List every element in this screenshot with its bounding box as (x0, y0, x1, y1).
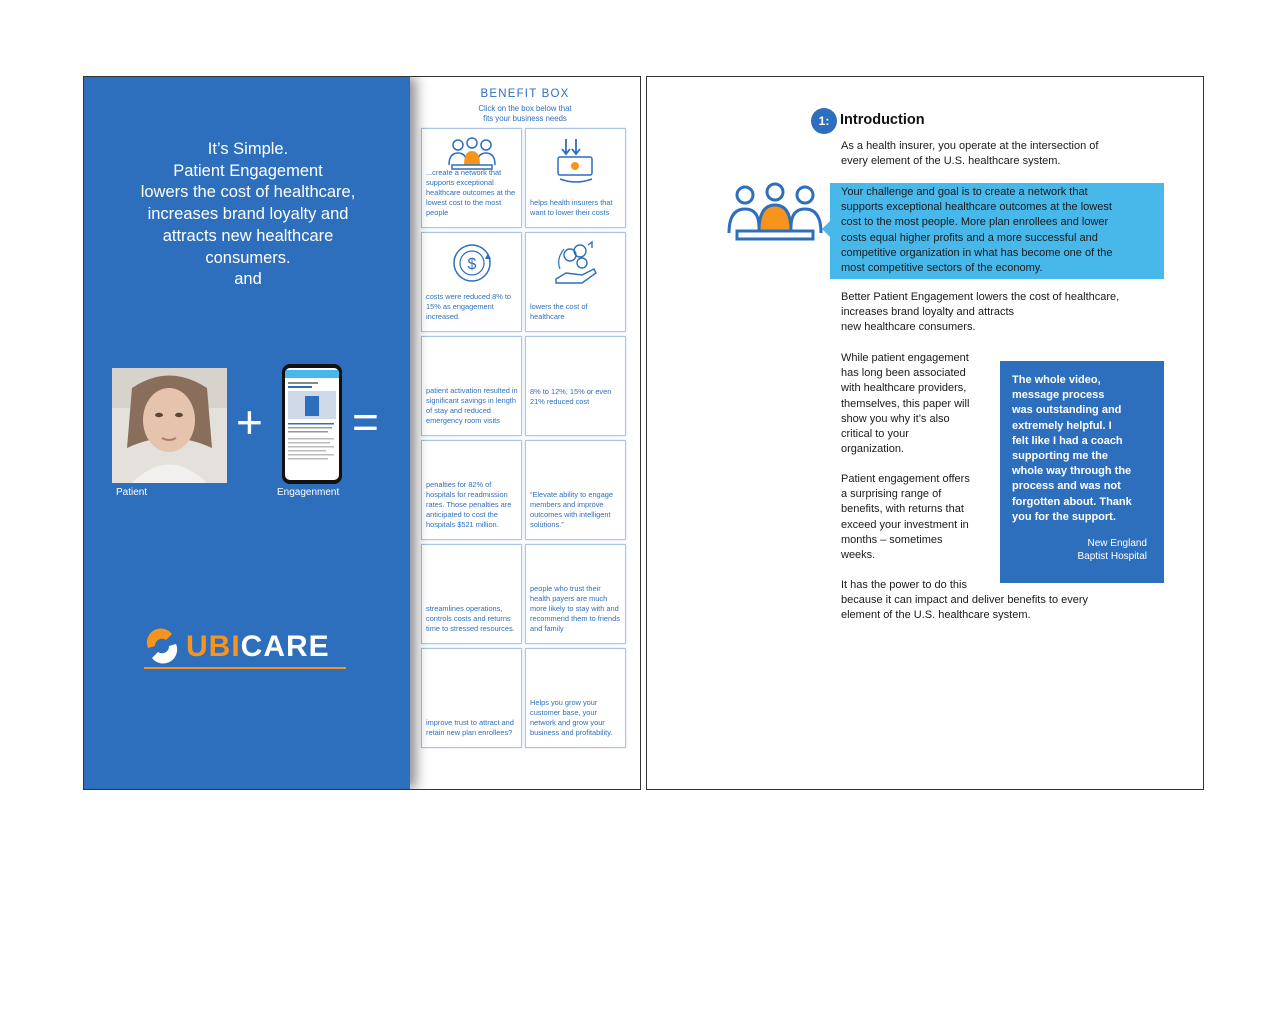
text-line: because it can impact and deliver benefits to every (841, 594, 1089, 607)
money-down-icon (548, 135, 604, 185)
text-line: forgotten about. Thank (1012, 495, 1132, 508)
benefit-box-title: BENEFIT BOX (480, 88, 570, 100)
text-line: As a health insurer, you operate at the intersection of (841, 140, 1099, 152)
section-title: Introduction (840, 112, 925, 128)
phone-mockup (282, 364, 342, 484)
challenge-text (841, 185, 1159, 276)
money-hand-icon (548, 239, 604, 289)
text-line: every element of the U.S. healthcare system. (841, 155, 1061, 168)
while-paragraph (841, 351, 969, 457)
benefit-box-8[interactable] (525, 440, 626, 540)
text-line: Better Patient Engagement lowers the cost of healthcare, (841, 291, 1120, 303)
text-line: Your challenge and goal is to create a network that (841, 186, 1088, 198)
text-line: whole way through the (1012, 465, 1132, 478)
benefit-box-1[interactable] (421, 128, 522, 228)
testimonial-attribution (1078, 537, 1147, 563)
headline (98, 139, 398, 291)
left-page (83, 76, 641, 790)
text-line: was outstanding and (1012, 404, 1122, 417)
testimonial-text (1012, 373, 1158, 525)
text-line: Baptist Hospital (1077, 551, 1147, 562)
text-line: most competitive sectors of the economy. (841, 262, 1043, 275)
text-line: themselves, this paper will (841, 397, 970, 410)
headline-line: consumers. (205, 248, 291, 267)
testimonial-quote-box (1000, 361, 1164, 583)
logo-wordmark (186, 630, 330, 664)
text-line: you for the support. (1012, 510, 1116, 523)
benefit-box-text: Helps you grow your customer base, your network and grow your business and profitability. (530, 698, 613, 737)
benefit-box-6[interactable] (525, 336, 626, 436)
text-line: weeks. (841, 549, 876, 562)
benefit-box-subtitle-line: fits your business needs (483, 113, 567, 123)
headline-line: and (234, 270, 262, 289)
text-line: critical to your (841, 428, 909, 441)
challenge-highlight-box (830, 183, 1164, 279)
text-line: It has the power to do this (841, 579, 967, 591)
benefit-box-panel (410, 77, 640, 789)
text-line: felt like I had a coach (1012, 434, 1123, 447)
text-line: supporting me the (1012, 450, 1108, 463)
benefit-box-text: lowers the cost of healthcare (530, 302, 588, 321)
text-line: competitive organization in what has become one of the (841, 246, 1113, 259)
text-line: extremely helpful. I (1012, 419, 1112, 432)
ubicare-logo (142, 624, 352, 674)
text-line: exceed your investment in (841, 518, 969, 531)
headline-line: Patient Engagement (173, 161, 323, 180)
benefit-box-5[interactable] (421, 336, 522, 436)
headline-line: attracts new healthcare (162, 226, 334, 245)
benefit-box-7[interactable] (421, 440, 522, 540)
benefit-box-text: patient activation resulted in significant savings in length of stay and reduced emergency room visits (426, 386, 518, 425)
text-line: months – sometimes (841, 533, 943, 546)
headline-line: It’s Simple. (207, 140, 289, 158)
benefit-box-text: “Elevate ability to engage members and improve outcomes with intelligent solutions.” (530, 490, 613, 529)
text-line: benefits, with returns that (841, 503, 964, 516)
text-line: new healthcare consumers. (841, 321, 976, 334)
benefit-box-11[interactable] (421, 648, 522, 748)
text-line: show you why it’s also (841, 412, 950, 425)
text-line: organization. (841, 443, 904, 456)
benefit-box-text: people who trust their health payers are much more likely to stay with and recommend them to friends and family (530, 584, 620, 633)
engagement-label: Engagenment (277, 487, 340, 498)
benefit-box-9[interactable] (421, 544, 522, 644)
text-line: New England (1087, 538, 1147, 549)
text-line: process and was not (1012, 480, 1121, 493)
logo-underline (144, 667, 346, 669)
text-line: cost to the most people. More plan enrollees and lower (841, 216, 1109, 229)
offers-paragraph (841, 472, 970, 563)
headline-line: lowers the cost of healthcare, (140, 183, 356, 202)
equals-sign: = (352, 396, 379, 448)
blue-cover-panel (84, 77, 410, 789)
power-paragraph (841, 578, 1088, 624)
benefit-box-text: improve trust to attract and retain new plan enrollees? (426, 718, 514, 737)
patient-label: Patient (116, 487, 148, 498)
ubicare-logo-mark-icon (142, 626, 182, 666)
text-line: with healthcare providers, (841, 382, 967, 395)
benefit-box-text: helps health insurers that want to lower their costs (530, 198, 613, 217)
benefit-box-text: penalties for 82% of hospitals for readmission rates. Those penalties are anticipated to cost the hospitals $521 million. (426, 480, 512, 529)
text-line: a surprising range of (841, 488, 942, 501)
benefit-box-text: costs were reduced 8% to 15% as engagement increased. (426, 292, 512, 321)
phone-screen (285, 368, 339, 480)
benefit-box-3[interactable] (421, 232, 522, 332)
plus-sign: + (236, 396, 263, 448)
benefit-box-4[interactable] (525, 232, 626, 332)
section-number-badge: 1: (811, 108, 837, 134)
people-meeting-icon (725, 181, 825, 247)
text-line: The whole video, (1012, 374, 1101, 386)
benefit-box-text: 8% to 12%, 15% or even 21% reduced cost (530, 387, 612, 406)
benefit-box-text: ...create a network that supports exceptional healthcare outcomes at the lowest cost to the most people (426, 168, 516, 217)
benefit-box-12[interactable] (525, 648, 626, 748)
logo-care: CARE (240, 630, 330, 663)
svg-text:$: $ (467, 256, 477, 273)
logo-ubi: UBI (186, 630, 241, 663)
benefit-box-text: streamlines operations, controls costs and returns time to stressed resources. (426, 604, 515, 633)
benefit-box-subtitle-line: Click on the box below that (478, 104, 572, 113)
text-line: element of the U.S. healthcare system. (841, 609, 1031, 622)
dollar-cycle-icon (444, 239, 500, 289)
text-line: costs equal higher profits and a more successful and (841, 231, 1098, 244)
text-line: has long been associated (841, 367, 966, 380)
text-line: While patient engagement (841, 352, 969, 364)
intro-paragraph (841, 139, 1098, 169)
text-line: increases brand loyalty and attracts (841, 306, 1015, 319)
benefit-box-subtitle (410, 104, 640, 123)
headline-line: increases brand loyalty and (147, 205, 349, 224)
text-line: supports exceptional healthcare outcomes at the lowest (841, 201, 1112, 214)
better-engagement-paragraph (841, 290, 1119, 336)
right-page (646, 76, 1204, 790)
text-line: Patient engagement offers (841, 473, 970, 485)
benefit-box-2[interactable] (525, 128, 626, 228)
benefit-box-10[interactable] (525, 544, 626, 644)
text-line: message process (1012, 389, 1105, 402)
patient-photo (112, 368, 227, 483)
